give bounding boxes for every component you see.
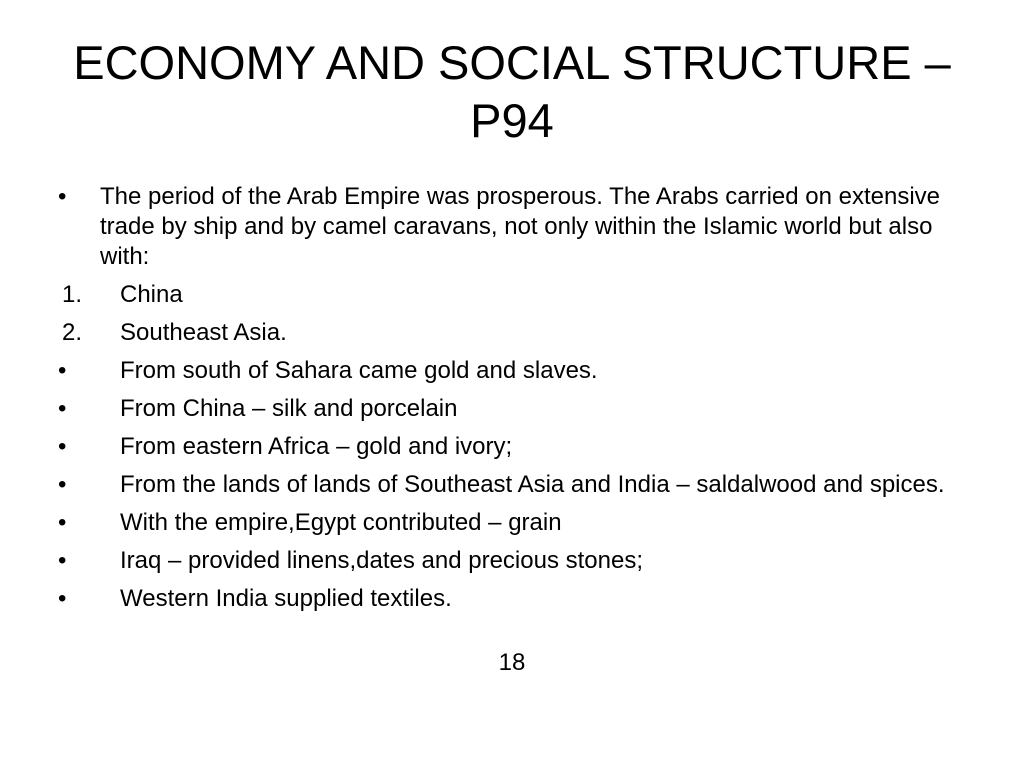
bullet-marker: • bbox=[58, 433, 67, 460]
slide-title: ECONOMY AND SOCIAL STRUCTURE – P94 bbox=[73, 36, 951, 147]
list-item-southeast-asia-india bbox=[58, 470, 968, 500]
list-item-text: The period of the Arab Empire was prosperous. The Arabs carried on extensive trade by ship and by camel caravans, not only within the Islamic world but also with: bbox=[100, 183, 941, 270]
list-item-text: From eastern Africa – gold and ivory; bbox=[120, 433, 513, 460]
list-item-sahara bbox=[58, 356, 968, 386]
list-item-egypt bbox=[58, 508, 968, 538]
list-item-iraq bbox=[58, 546, 968, 576]
list-item-china-silk bbox=[58, 394, 968, 424]
list-item-intro bbox=[58, 182, 968, 272]
bullet-marker: • bbox=[58, 357, 67, 384]
list-item-eastern-africa bbox=[58, 432, 968, 462]
list-item-text: Western India supplied textiles. bbox=[120, 585, 452, 612]
list-item-western-india bbox=[58, 584, 968, 614]
bullet-marker: • bbox=[58, 585, 67, 612]
bullet-marker: • bbox=[58, 509, 67, 536]
slide-number: 18 bbox=[498, 649, 526, 676]
list-item-text: From the lands of lands of Southeast Asia and India – saldalwood and spices. bbox=[120, 471, 945, 498]
list-item-text: China bbox=[120, 281, 183, 308]
bullet-marker: • bbox=[58, 471, 67, 498]
list-item-text: From south of Sahara came gold and slaves. bbox=[120, 357, 598, 384]
list-item-text: Southeast Asia. bbox=[120, 319, 287, 346]
list-item-text: From China – silk and porcelain bbox=[120, 395, 458, 422]
number-marker: 2. bbox=[62, 319, 83, 346]
list-item-text: With the empire,Egypt contributed – grain bbox=[120, 509, 562, 536]
number-marker: 1. bbox=[62, 281, 83, 308]
bullet-marker: • bbox=[58, 183, 67, 210]
bullet-marker: • bbox=[58, 547, 67, 574]
bullet-marker: • bbox=[58, 395, 67, 422]
list-item-southeast-asia bbox=[58, 318, 968, 348]
slide-body bbox=[58, 182, 968, 622]
list-item-china bbox=[58, 280, 968, 310]
list-item-text: Iraq – provided linens,dates and precious stones; bbox=[120, 547, 643, 574]
